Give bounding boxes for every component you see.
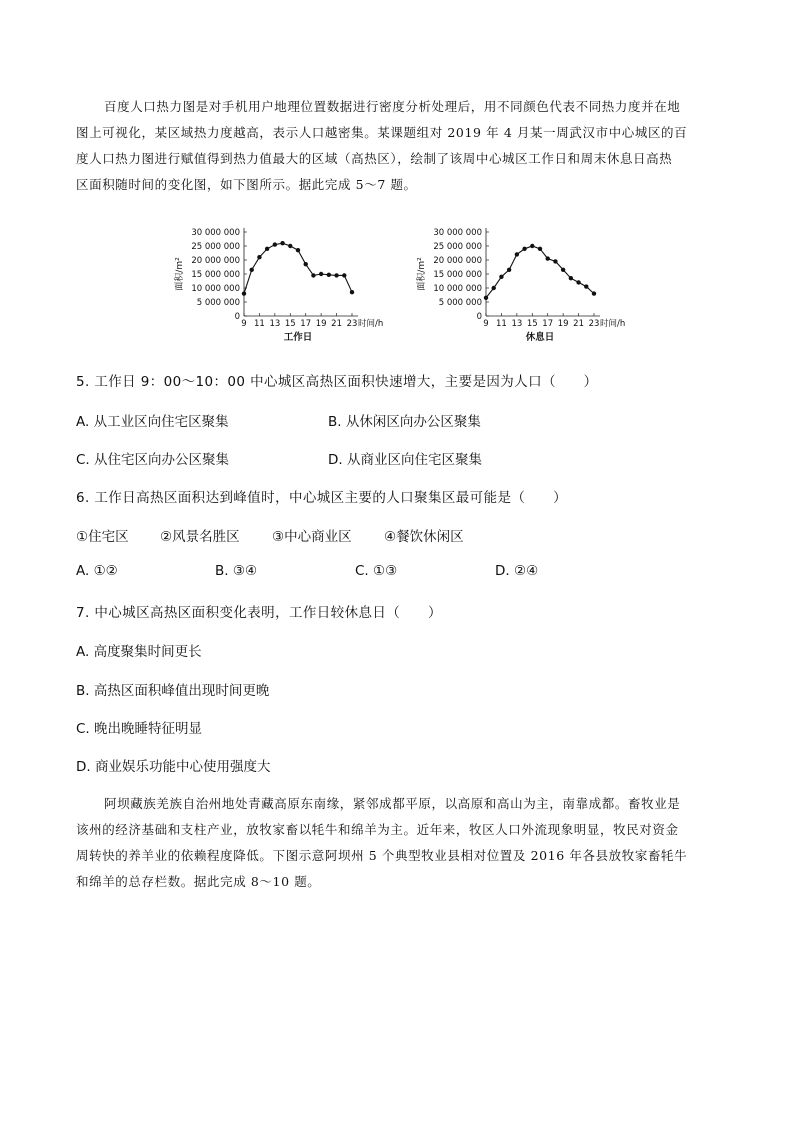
intro-line: 百度人口热力图是对手机用户地理位置数据进行密度分析处理后，用不同颜色代表不同热力度并在地: [104, 99, 681, 114]
x-tick-label: 15: [526, 319, 538, 329]
intro-line: 该州的经济基础和支柱产业，放牧家畜以牦牛和绵羊为主。近年来，牧区人口外流现象明显，牧民对资金: [76, 822, 679, 837]
question-6-option-c[interactable]: C. ①③: [355, 563, 398, 579]
x-tick-label: 15: [284, 319, 296, 329]
y-tick-label: 0: [234, 312, 240, 322]
restday-chart: [412, 218, 642, 348]
x-tick-label: 21: [331, 319, 342, 329]
intro-line: 图上可视化，某区域热力度越高，表示人口越密集。某课题组对 2019 年 4 月某一周武汉市中心城区的百: [76, 125, 688, 140]
y-tick-label: 15 000 000: [191, 270, 240, 280]
data-point: [296, 248, 300, 252]
y-axis-label: 面积/m²: [417, 257, 427, 291]
data-point: [288, 244, 292, 248]
y-tick-label: 5 000 000: [438, 298, 482, 308]
question-5-option-b[interactable]: B. 从休闲区向办公区聚集: [328, 414, 481, 430]
x-tick-label: 23: [588, 319, 600, 329]
data-point: [522, 247, 526, 251]
data-point: [280, 241, 284, 245]
data-point: [561, 268, 565, 272]
question-7-option-d[interactable]: D. 商业娱乐功能中心使用强度大: [76, 759, 271, 775]
x-tick-label: 17: [542, 319, 554, 329]
data-point: [304, 262, 308, 266]
data-point: [484, 296, 488, 300]
data-point: [592, 291, 596, 295]
y-tick-label: 5 000 000: [196, 298, 240, 308]
x-axis-label: 时间/h: [358, 319, 384, 329]
data-point: [273, 242, 277, 246]
question-7-stem: 7. 中心城区高热区面积变化表明，工作日较休息日（ ）: [76, 605, 442, 621]
chart-title: 休息日: [525, 332, 555, 343]
y-tick-label: 25 000 000: [191, 242, 240, 252]
x-tick-label: 23: [346, 319, 358, 329]
data-point: [499, 275, 503, 279]
data-point: [492, 286, 496, 290]
x-tick-label: 19: [315, 319, 327, 329]
data-point: [507, 268, 511, 272]
intro-paragraph-8-10: [76, 791, 722, 895]
intro-paragraph-5-7: [76, 94, 722, 198]
y-tick-label: 30 000 000: [433, 228, 482, 238]
x-tick-label: 11: [254, 319, 265, 329]
data-point: [530, 244, 534, 248]
data-point: [546, 256, 550, 260]
data-point: [250, 268, 254, 272]
data-point: [350, 290, 354, 294]
x-tick-label: 13: [269, 319, 281, 329]
y-tick-label: 20 000 000: [191, 256, 240, 266]
y-tick-label: 15 000 000: [433, 270, 482, 280]
question-7-option-b[interactable]: B. 高热区面积峰值出现时间更晚: [76, 683, 270, 699]
data-point: [265, 247, 269, 251]
question-5-option-a[interactable]: A. 从工业区向住宅区聚集: [76, 414, 229, 430]
chart-title: 工作日: [283, 332, 313, 343]
intro-line: 周转快的养羊业的依赖程度降低。下图示意阿坝州 5 个典型牧业县相对位置及 2016 年各县放牧家畜牦牛: [76, 848, 688, 863]
x-tick-label: 19: [557, 319, 569, 329]
question-7-option-a[interactable]: A. 高度聚集时间更长: [76, 644, 202, 660]
question-6-stem: 6. 工作日高热区面积达到峰值时，中心城区主要的人口聚集区最可能是（ ）: [76, 490, 567, 506]
data-point: [319, 272, 323, 276]
question-6-item-3: ③中心商业区: [272, 529, 352, 545]
x-tick-label: 17: [300, 319, 312, 329]
question-6-option-b[interactable]: B. ③④: [215, 563, 258, 579]
intro-line: 度人口热力图进行赋值得到热力值最大的区域（高热区），绘制了该周中心城区工作日和周末休息日高热: [76, 151, 673, 166]
x-tick-label: 13: [511, 319, 523, 329]
data-point: [242, 291, 246, 295]
data-point: [342, 273, 346, 277]
data-point: [327, 273, 331, 277]
data-point: [538, 247, 542, 251]
intro-line: 区面积随时间的变化图，如下图所示。据此完成 5～7 题。: [76, 177, 417, 192]
data-point: [334, 273, 338, 277]
data-point: [576, 280, 580, 284]
intro-line: 阿坝藏族羌族自治州地处青藏高原东南缘，紧邻成都平原，以高原和高山为主，南靠成都。畜牧业是: [104, 796, 681, 811]
question-6-option-d[interactable]: D. ②④: [495, 563, 539, 579]
data-point: [553, 259, 557, 263]
x-axis-label: 时间/h: [600, 319, 626, 329]
question-6-option-a[interactable]: A. ①②: [76, 563, 118, 579]
question-6-item-2: ②风景名胜区: [160, 529, 240, 545]
question-5-option-d[interactable]: D. 从商业区向住宅区聚集: [328, 452, 482, 468]
y-tick-label: 10 000 000: [191, 284, 240, 294]
workday-chart: [170, 218, 400, 348]
question-6-item-1: ①住宅区: [76, 529, 129, 545]
x-tick-label: 21: [573, 319, 584, 329]
y-tick-label: 30 000 000: [191, 228, 240, 238]
data-point: [584, 284, 588, 288]
intro-line: 和绵羊的总存栏数。据此完成 8～10 题。: [76, 874, 321, 889]
question-5-stem: 5. 工作日 9：00～10：00 中心城区高热区面积快速增大，主要是因为人口（ ）: [76, 374, 598, 390]
question-5-option-c[interactable]: C. 从住宅区向办公区聚集: [76, 452, 230, 468]
question-6-item-4: ④餐饮休闲区: [384, 529, 464, 545]
series-line: [486, 246, 594, 298]
question-7-option-c[interactable]: C. 晚出晚睡特征明显: [76, 721, 203, 737]
data-point: [257, 255, 261, 259]
y-tick-label: 0: [476, 312, 482, 322]
y-tick-label: 25 000 000: [433, 242, 482, 252]
data-point: [311, 273, 315, 277]
y-tick-label: 10 000 000: [433, 284, 482, 294]
x-tick-label: 9: [241, 319, 247, 329]
y-axis-label: 面积/m²: [175, 257, 185, 291]
y-tick-label: 20 000 000: [433, 256, 482, 266]
data-point: [515, 252, 519, 256]
x-tick-label: 9: [483, 319, 489, 329]
x-tick-label: 11: [496, 319, 507, 329]
data-point: [569, 276, 573, 280]
